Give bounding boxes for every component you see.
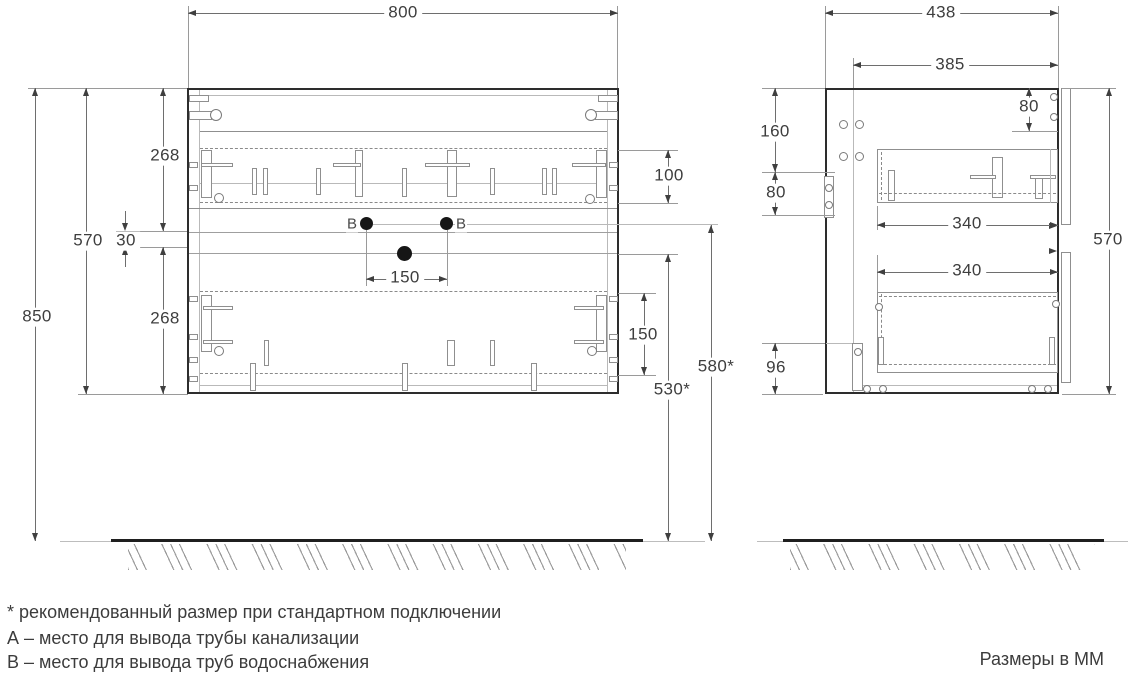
note-asterisk: * рекомендованный размер при стандартном подключении: [7, 602, 502, 622]
cabinet-detail: [609, 357, 618, 363]
pipe-line: [373, 224, 718, 225]
drawer-detail: [1050, 149, 1051, 203]
dim-label-side-height: 570: [1089, 231, 1127, 250]
ext-line: [618, 203, 678, 204]
ext-line: [78, 394, 188, 395]
dim-label-drain: 530*: [650, 381, 695, 400]
dim-label-pipe-spacing: 150: [386, 269, 424, 288]
screw-hole: [1028, 385, 1036, 393]
ext-line: [1062, 394, 1116, 395]
screw-hole: [214, 193, 224, 203]
dim-arrow: [772, 88, 778, 96]
drawer-detail: [1049, 337, 1055, 365]
dim-arrow: [160, 223, 166, 231]
dim-label-body-depth: 385: [931, 56, 969, 75]
dim-label-total-height: 850: [18, 308, 56, 327]
cabinet-detail: [189, 111, 212, 120]
wall-rail-bracket: [824, 176, 834, 218]
drawer-slide-rail: [542, 168, 547, 195]
screw-hole: [839, 152, 848, 161]
drawer-slide-rail: [252, 168, 257, 195]
dim-arrow: [641, 367, 647, 375]
dim-arrow: [83, 88, 89, 96]
drawer-zone-boundary: [200, 148, 607, 149]
drawer-detail: [879, 296, 1056, 297]
drawer-slide-rail: [490, 340, 495, 366]
dim-arrow: [1106, 386, 1112, 394]
dim-arrow: [665, 533, 671, 541]
units-note: Размеры в ММ: [979, 649, 1104, 669]
ext-line: [618, 375, 656, 376]
dim-arrow: [877, 222, 885, 228]
dim-label-upper-drawer: 100: [650, 167, 688, 186]
dim-line-supply: [711, 225, 712, 541]
cabinet-detail: [609, 296, 618, 302]
screw-hole: [825, 201, 833, 209]
ext-line: [617, 6, 618, 88]
screw-hole: [1050, 93, 1058, 101]
drawer-detail: [1030, 175, 1056, 179]
drawer-front-panel: [1061, 88, 1071, 225]
cabinet-foot: [250, 363, 256, 391]
drawer-slide-rail: [447, 340, 455, 366]
ext-line: [1058, 6, 1059, 88]
b-hole-right: [440, 217, 453, 230]
screw-hole: [854, 348, 862, 356]
dim-label-width: 800: [384, 4, 422, 23]
screw-hole: [825, 184, 833, 192]
cabinet-inner-wall: [607, 90, 608, 392]
drawer-detail: [970, 175, 996, 179]
drawer-slide-rail: [552, 168, 557, 195]
dim-arrow: [439, 276, 447, 282]
dim-label-rail-offset: 160: [756, 123, 794, 142]
drawer-detail: [888, 170, 895, 201]
floor-line-bold: [783, 539, 1104, 542]
drawer-slide-bracket: [572, 163, 606, 167]
drawer-slide-bracket: [425, 163, 470, 167]
cabinet-detail: [189, 162, 198, 168]
dim-arrow: [665, 150, 671, 158]
dim-arrow: [772, 207, 778, 215]
drawer-slide-rail: [201, 150, 212, 198]
dim-arrow: [160, 247, 166, 255]
screw-hole: [214, 346, 224, 356]
floor-hatch: [128, 544, 626, 570]
dim-arrow: [877, 269, 885, 275]
screw-hole: [839, 120, 848, 129]
drawer-detail: [879, 364, 1056, 365]
screw-hole: [875, 303, 883, 311]
drawer-slide-rail: [316, 168, 321, 195]
screw-hole: [1044, 385, 1052, 393]
drawer-slide-rail: [264, 340, 269, 366]
b-hole-left: [360, 217, 373, 230]
cabinet-inner-wall: [199, 90, 200, 392]
cabinet-detail: [189, 296, 198, 302]
ext-line: [618, 293, 656, 294]
screw-hole: [585, 194, 595, 204]
cabinet-detail: [189, 185, 198, 191]
drawer-slide-bracket: [201, 163, 233, 167]
dim-arrow: [1050, 10, 1058, 16]
dim-label-bottom-clearance: 96: [762, 359, 790, 378]
dim-label-drawer-top: 340: [948, 215, 986, 234]
dim-tail: [125, 255, 126, 267]
dim-arrow: [188, 10, 196, 16]
dim-arrow: [665, 254, 671, 262]
screw-hole: [1052, 300, 1060, 308]
cabinet-detail: [189, 376, 198, 382]
cabinet-detail: [189, 208, 617, 209]
floor-line-bold: [111, 539, 643, 542]
cabinet-detail: [595, 111, 618, 120]
screw-hole: [1050, 113, 1058, 121]
drawer-detail: [878, 337, 884, 365]
cabinet-detail: [609, 334, 618, 340]
drawer-slide-bracket: [203, 306, 233, 310]
cabinet-top-rail: [200, 131, 607, 132]
dim-arrow: [708, 225, 714, 233]
a-hole: [397, 246, 412, 261]
drawer-slide-bracket: [574, 306, 604, 310]
cabinet-foot: [402, 363, 408, 391]
dim-label-supply: 580*: [694, 358, 739, 377]
dim-arrow: [641, 293, 647, 301]
drawer-slide-rail: [490, 168, 495, 195]
cabinet-detail: [858, 385, 1057, 386]
cabinet-detail: [598, 95, 618, 102]
drawer-zone-boundary: [200, 202, 607, 203]
cabinet-detail: [189, 95, 209, 102]
front-cabinet-outline: [187, 88, 619, 394]
drawer-slide-rail: [355, 150, 363, 197]
ext-line: [188, 6, 189, 88]
dim-arrow: [772, 343, 778, 351]
screw-hole: [855, 152, 864, 161]
screw-hole: [210, 109, 222, 121]
dim-arrow: [160, 88, 166, 96]
drawer-slide-rail: [263, 168, 268, 195]
ext-line: [825, 6, 826, 88]
screw-hole: [585, 109, 597, 121]
drawer-slide-bracket: [333, 163, 361, 167]
dim-arrow: [772, 164, 778, 172]
note-b: В – место для вывода труб водоснабжения: [7, 652, 370, 672]
dim-tail: [125, 211, 126, 223]
dim-label-cab-height: 570: [69, 232, 107, 251]
note-a: А – место для вывода трубы канализации: [7, 628, 360, 648]
cabinet-detail: [609, 376, 618, 382]
cabinet-foot: [531, 363, 537, 391]
dim-label-gap: 30: [112, 232, 140, 251]
dim-arrow: [665, 195, 671, 203]
dim-arrow: [772, 386, 778, 394]
dim-arrow: [853, 62, 861, 68]
dim-arrow: [825, 10, 833, 16]
ext-line: [762, 394, 823, 395]
dim-arrow: [83, 386, 89, 394]
screw-hole: [587, 346, 597, 356]
dim-label-front-screws: 80: [1015, 98, 1043, 117]
dim-label-drawer-bottom: 340: [948, 262, 986, 281]
dim-arrow: [1050, 222, 1058, 228]
dim-label-lower-drawer: 150: [624, 326, 662, 345]
screw-hole: [863, 385, 871, 393]
dim-arrow: [1049, 248, 1057, 254]
dim-label-depth: 438: [922, 4, 960, 23]
dim-arrow: [1026, 123, 1032, 131]
dim-arrow: [772, 172, 778, 180]
dim-arrow: [32, 533, 38, 541]
floor-hatch: [790, 544, 1095, 570]
cabinet-detail: [609, 162, 618, 168]
marker-b-right: B: [455, 215, 467, 233]
ext-line: [447, 230, 448, 286]
ext-line: [762, 215, 835, 216]
dim-arrow: [160, 386, 166, 394]
screw-hole: [879, 385, 887, 393]
drawer-slide-bracket: [203, 340, 233, 344]
drawer-slide-rail: [447, 150, 457, 197]
screw-hole: [855, 120, 864, 129]
dim-arrow: [1050, 62, 1058, 68]
dim-label-upper-section: 268: [146, 147, 184, 166]
cabinet-detail: [189, 357, 198, 363]
dim-arrow: [610, 10, 618, 16]
dim-label-lower-section: 268: [146, 310, 184, 329]
marker-b-left: B: [346, 215, 358, 233]
drawer-detail: [879, 193, 1056, 194]
dim-arrow: [32, 88, 38, 96]
ext-line: [1012, 131, 1058, 132]
drawer-slide-bracket: [574, 340, 604, 344]
dim-arrow: [1026, 88, 1032, 96]
dim-arrow: [1106, 88, 1112, 96]
drawer-front-panel: [1061, 252, 1071, 383]
dim-label-rail-height: 80: [762, 184, 790, 203]
cabinet-detail: [609, 185, 618, 191]
drawer-zone-boundary: [200, 291, 607, 292]
cabinet-detail: [189, 95, 617, 96]
lower-drawer-box: [877, 292, 1058, 373]
dim-arrow: [1050, 269, 1058, 275]
dim-arrow: [708, 533, 714, 541]
cabinet-detail: [189, 334, 198, 340]
drawer-slide-rail: [596, 150, 607, 198]
drawer-slide-rail: [402, 168, 407, 197]
dim-arrow: [366, 276, 374, 282]
cabinet-detail: [189, 232, 617, 233]
